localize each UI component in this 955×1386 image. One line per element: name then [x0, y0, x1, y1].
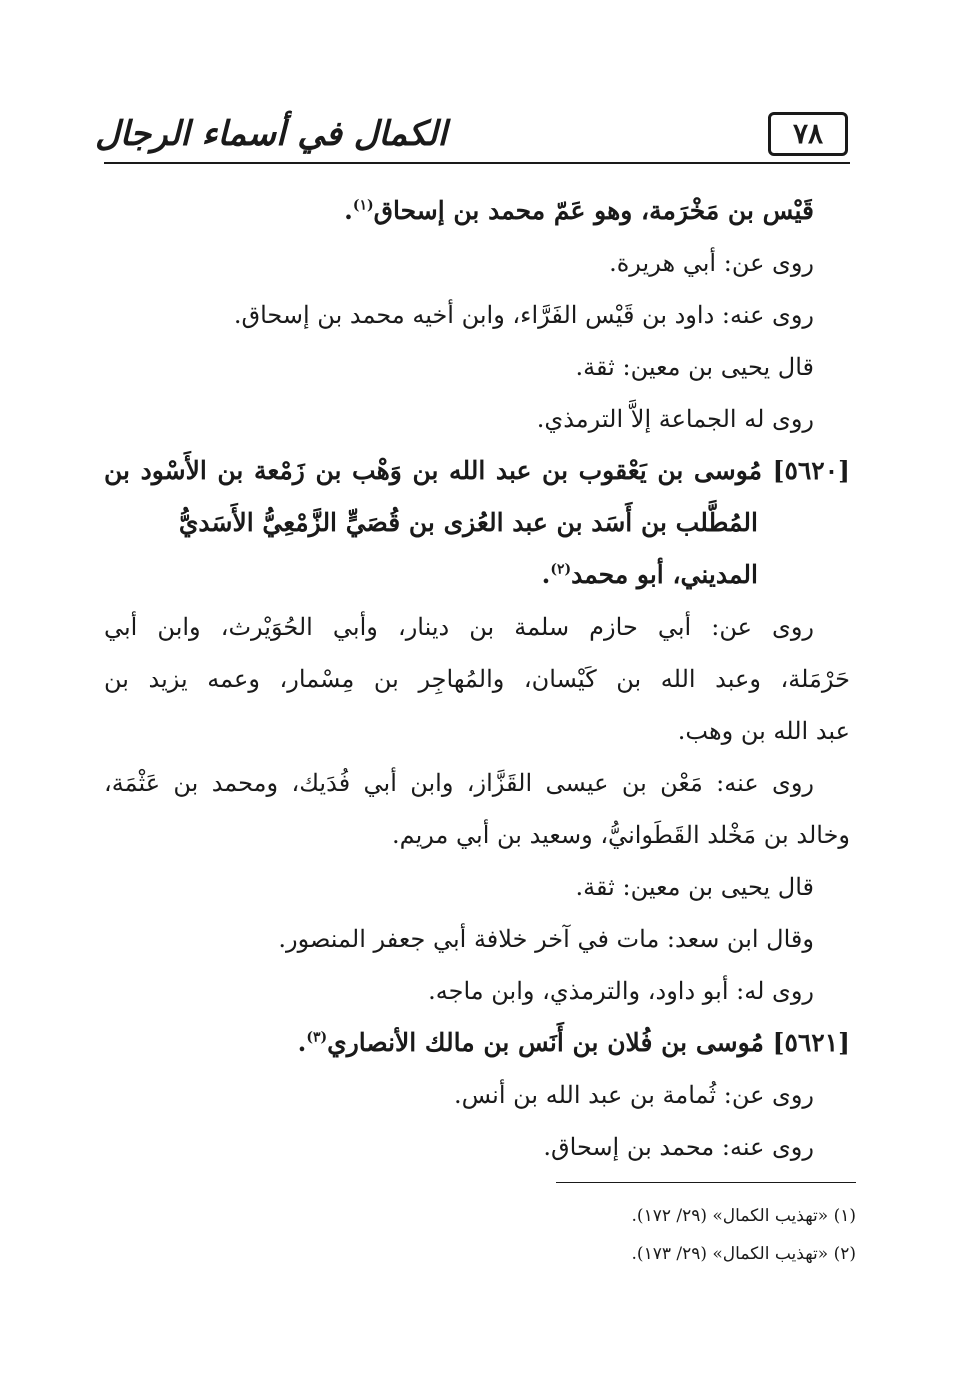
heading-text: المديني، أبو محمد	[571, 560, 758, 589]
text-line: حَرْمَلة، وعبد الله بن كَيْسان، والمُهاجِر بن مِسْمار، وعمه يزيد بن	[104, 665, 850, 693]
entry-heading-line: [٥٦٢٠] مُوسى بن يَعْقوب بن عبد الله بن وَهْب بن زَمْعة بن الأَسْود بن	[104, 456, 850, 485]
footnote: (١) «تهذيب الكمال» (٢٩/ ١٧٢).	[631, 1206, 856, 1226]
text-line: روى عنه: داود بن قَيْس الفَرَّاء، وابن أخيه محمد بن إسحاق.	[233, 301, 814, 329]
text-line: روى عن: أبي هريرة.	[609, 249, 814, 277]
text-line: روى عن: أبي حازم سلمة بن دينار، وأبي الحُوَيْرث، وابن أبي	[104, 613, 814, 641]
header-rule	[104, 162, 850, 164]
footnote-marker: (١)	[352, 197, 374, 214]
text-line: قال يحيى بن معين: ثقة.	[575, 353, 814, 381]
footnote-marker: (٣)	[306, 1029, 328, 1046]
text-line: وخالد بن مَخْلد القَطَوانيُّ، وسعيد بن أبي مريم.	[392, 821, 850, 849]
period: .	[344, 196, 353, 225]
heading-text: قَيْس بن مَخْرَمة، وهو عَمّ محمد بن إسحاق	[373, 196, 814, 225]
footnote-marker: (٢)	[550, 561, 572, 578]
text-line: قال يحيى بن معين: ثقة.	[575, 873, 814, 901]
period: .	[541, 560, 551, 589]
entry-heading-line: المُطَّلب بن أَسَد بن عبد العُزى بن قُصَيٍّ الزَّمْعِيُّ الأَسَديُّ	[178, 508, 758, 537]
text-line: روى له: أبو داود، والترمذي، وابن ماجه.	[428, 977, 814, 1005]
text-line: روى عن: ثُمامة بن عبد الله بن أنس.	[453, 1081, 814, 1109]
text-line: عبد الله بن وهب.	[677, 717, 850, 745]
page-number: ٧٨	[768, 112, 848, 156]
heading-text: [٥٦٢١] مُوسى بن فُلان بن أَنَس بن مالك الأنصاري	[327, 1028, 850, 1057]
footnotes	[104, 1197, 856, 1273]
entry-heading-line	[104, 1017, 850, 1069]
entry-heading-line	[104, 185, 850, 237]
footnote: (٢) «تهذيب الكمال» (٢٩/ ١٧٣).	[631, 1244, 856, 1264]
text-line: روى له الجماعة إلاَّ الترمذي.	[536, 405, 814, 433]
footnote-rule	[556, 1182, 856, 1183]
text-line: روى عنه: مَعْن بن عيسى القَزَّاز، وابن أبي فُدَيك، ومحمد بن عَثْمَة،	[104, 769, 814, 797]
main-text	[104, 185, 850, 1173]
text-line: وقال ابن سعد: مات في آخر خلافة أبي جعفر المنصور.	[278, 925, 814, 953]
text-line: روى عنه: محمد بن إسحاق.	[543, 1133, 814, 1161]
period: .	[297, 1028, 307, 1057]
running-title: الكمال في أسماء الرجال	[95, 114, 447, 154]
entry-heading-line	[104, 549, 850, 601]
